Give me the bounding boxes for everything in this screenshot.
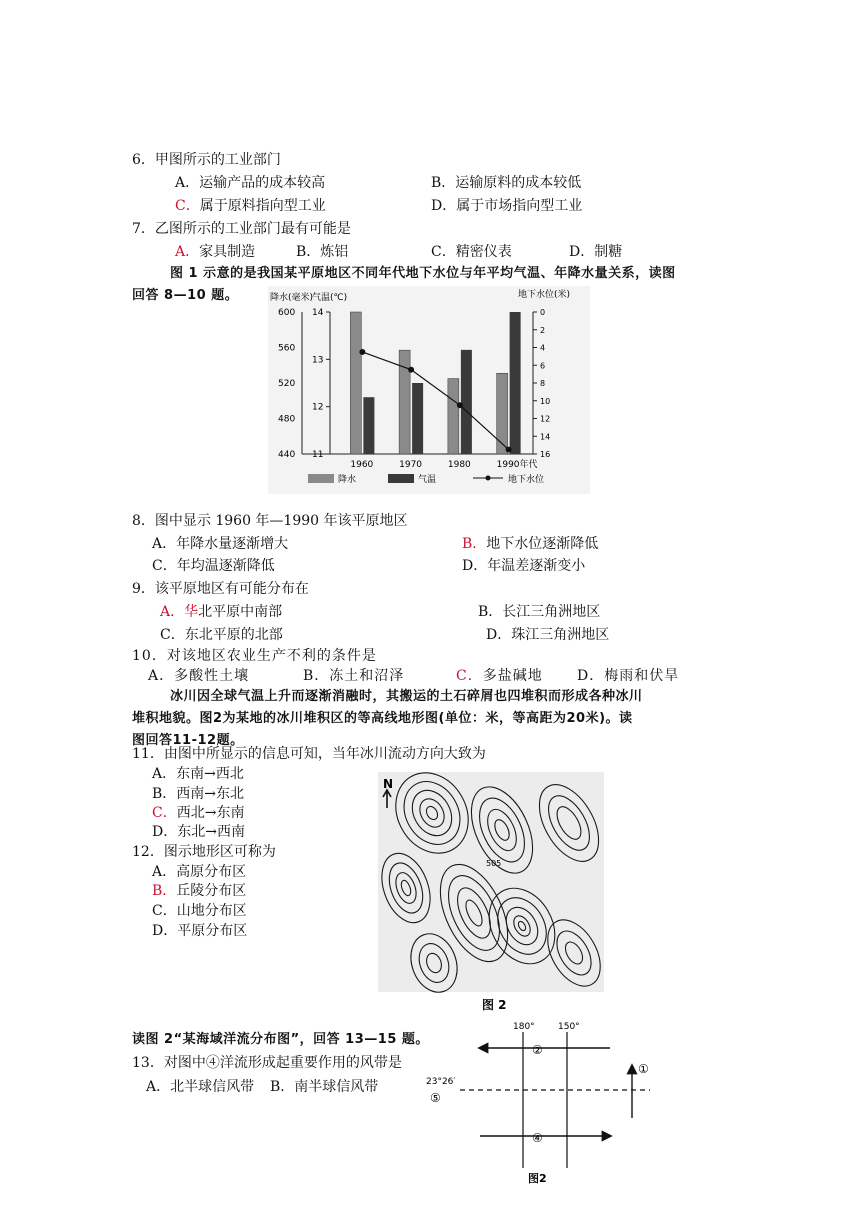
precip-axis-label: 降水(毫米): [270, 293, 314, 303]
temp-bar: [461, 350, 472, 454]
q13-option-a: A．北半球信风带: [146, 1079, 255, 1095]
precip-bar: [350, 312, 361, 454]
groundwater-point: [457, 402, 463, 408]
marker-1: ①: [638, 1062, 649, 1076]
map2-caption: 图2: [528, 1172, 547, 1185]
temp-tick-label: 12: [312, 402, 324, 413]
temp-bar: [412, 383, 423, 454]
temp-tick-label: 13: [312, 355, 324, 366]
intro-fig1-line1: 图 1 示意的是我国某平原地区不同年代地下水位与年平均气温、年降水量关系，读图: [170, 266, 676, 281]
q9-option-d: D．珠江三角洲地区: [486, 627, 610, 643]
groundwater-tick-label: 4: [540, 343, 546, 353]
precip-tick-label: 520: [278, 379, 296, 389]
precip-tick-label: 480: [278, 414, 296, 425]
map1-caption: 图 2: [482, 998, 507, 1012]
groundwater-tick-label: 8: [540, 379, 546, 388]
q11-option-c-text: 西北→东南: [176, 805, 245, 821]
x-tick-label: 1960: [350, 460, 374, 470]
answer-mark: C．: [152, 805, 177, 821]
answer-mark: B．: [152, 883, 177, 899]
groundwater-tick-label: 0: [540, 308, 546, 317]
precip-tick-label: 440: [278, 450, 296, 460]
x-tick-label: 1990年代: [496, 460, 538, 470]
q13-option-b: B．南半球信风带: [270, 1079, 379, 1095]
q12-option-c: C．山地分布区: [152, 903, 247, 919]
q8-option-b: [462, 534, 598, 554]
q11-option-c: [152, 803, 244, 823]
precip-bar: [497, 373, 508, 454]
answer-mark: C．: [175, 198, 200, 214]
temp-bar: [510, 312, 521, 454]
q7-stem: 7．乙图所示的工业部门最有可能是: [132, 221, 351, 237]
precip-tick-label: 560: [278, 343, 296, 354]
q12-option-a: A．高原分布区: [152, 864, 247, 880]
elevation-label: 505: [486, 859, 502, 868]
q6-option-c-text: 属于原料指向型工业: [199, 198, 326, 214]
q12-option-d: D．平原分布区: [152, 923, 248, 939]
answer-mark: B．: [462, 536, 487, 552]
legend-groundwater-point: [486, 476, 491, 481]
temp-tick-label: 14: [312, 308, 324, 318]
temp-axis-label: 气温(℃): [312, 293, 348, 303]
q7-option-c: C．精密仪表: [431, 244, 512, 260]
ocean-current-map: [420, 1018, 660, 1190]
intro-fig2-line2: 堆积地貌。图2为某地的冰川堆积区的等高线地形图(单位：米，等高距为20米)。读: [132, 711, 633, 726]
q11-stem: 11．由图中所显示的信息可知，当年冰川流动方向大致为: [132, 746, 486, 762]
q11-option-b: B．西南→东北: [152, 786, 245, 802]
groundwater-tick-label: 12: [540, 414, 551, 424]
q11-option-a: A．东南→西北: [152, 766, 244, 782]
intro-fig3: 读图 2“某海域洋流分布图”，回答 13—15 题。: [132, 1032, 429, 1047]
q10-option-d: D．梅雨和伏旱: [577, 668, 680, 684]
q9-option-a-text: 北平原中南部: [198, 604, 283, 620]
marker-2: ②: [532, 1043, 543, 1057]
q13-stem: 13．对图中④洋流形成起重要作用的风带是: [132, 1055, 402, 1071]
legend-precip-swatch: [308, 474, 334, 483]
q8-option-b-text: 地下水位逐渐降低: [486, 536, 599, 552]
groundwater-tick-label: 14: [540, 432, 551, 442]
q6-option-d: D．属于市场指向型工业: [431, 198, 583, 214]
legend-groundwater-label: 地下水位: [508, 475, 545, 485]
q6-option-a: A．运输产品的成本较高: [175, 175, 326, 191]
q6-option-b: B．运输原料的成本较低: [431, 175, 582, 191]
groundwater-point: [359, 349, 365, 355]
q8-option-a: A．年降水量逐渐增大: [152, 536, 289, 552]
groundwater-axis-label: 地下水位(米): [518, 290, 571, 300]
q10-option-a: A．多酸性土壤: [148, 668, 250, 684]
north-label: N: [383, 777, 394, 791]
legend-temp-label: 气温: [418, 475, 437, 485]
x-tick-label: 1980: [447, 460, 471, 470]
intro-fig1-line2: 回答 8—10 题。: [132, 288, 239, 303]
intro-fig2-line3: 图回答11-12题。: [132, 733, 244, 748]
lat-label: 23°26′: [426, 1077, 456, 1087]
q10-stem: 10．对该地区农业生产不利的条件是: [132, 648, 377, 664]
q10-option-c: [456, 666, 543, 686]
temp-tick-label: 11: [312, 450, 324, 460]
lon-150-label: 150°: [558, 1022, 580, 1032]
marker-4: ④: [532, 1131, 543, 1145]
legend-temp-swatch: [388, 474, 414, 483]
q7-option-b: B．炼铝: [296, 244, 349, 260]
answer-mark: C．: [456, 668, 483, 684]
q6-stem: 6．甲图所示的工业部门: [132, 152, 281, 168]
answer-mark: A．: [175, 244, 200, 260]
groundwater-point: [506, 447, 512, 453]
q7-option-d: D．制糖: [569, 244, 623, 260]
q8-option-d: D．年温差逐渐变小: [462, 558, 586, 574]
q10-option-b: B．冻土和沼泽: [303, 668, 405, 684]
legend-precip-label: 降水: [338, 475, 357, 485]
intro-fig2-line1: 冰川因全球气温上升而逐渐消融时，其搬运的土石碎屑也四堆积而形成各种冰川: [170, 689, 643, 704]
groundwater-tick-label: 16: [540, 450, 551, 459]
groundwater-climate-chart: [268, 286, 590, 494]
groundwater-point: [408, 367, 414, 373]
q7-option-a: [175, 242, 255, 262]
marker-5: ⑤: [430, 1091, 441, 1105]
q11-option-d: D．东北→西南: [152, 824, 245, 840]
q9-option-b: B．长江三角洲地区: [478, 604, 601, 620]
q8-stem: 8．图中显示 1960 年—1990 年该平原地区: [132, 513, 408, 529]
precip-bar: [448, 379, 459, 454]
q9-option-a: [160, 602, 282, 622]
q10-option-c-text: 多盐碱地: [482, 668, 543, 684]
q7-option-a-text: 家具制造: [199, 244, 256, 260]
glacier-contour-map: [374, 768, 606, 1016]
groundwater-tick-label: 10: [540, 396, 551, 406]
q9-option-c: C．东北平原的北部: [160, 627, 283, 643]
temp-bar: [363, 397, 374, 454]
q12-stem: 12．图示地形区可称为: [132, 844, 276, 860]
q12-option-b-text: 丘陵分布区: [176, 883, 247, 899]
answer-mark: A．华: [160, 604, 199, 620]
q8-option-c: C．年均温逐渐降低: [152, 558, 275, 574]
q6-option-c: [175, 196, 326, 216]
precip-tick-label: 600: [278, 308, 296, 318]
groundwater-tick-label: 6: [540, 361, 546, 371]
lon-180-label: 180°: [513, 1022, 535, 1032]
q12-option-b: [152, 881, 246, 901]
q9-stem: 9．该平原地区有可能分布在: [132, 581, 309, 597]
x-tick-label: 1970: [399, 460, 423, 470]
groundwater-tick-label: 2: [540, 325, 546, 335]
